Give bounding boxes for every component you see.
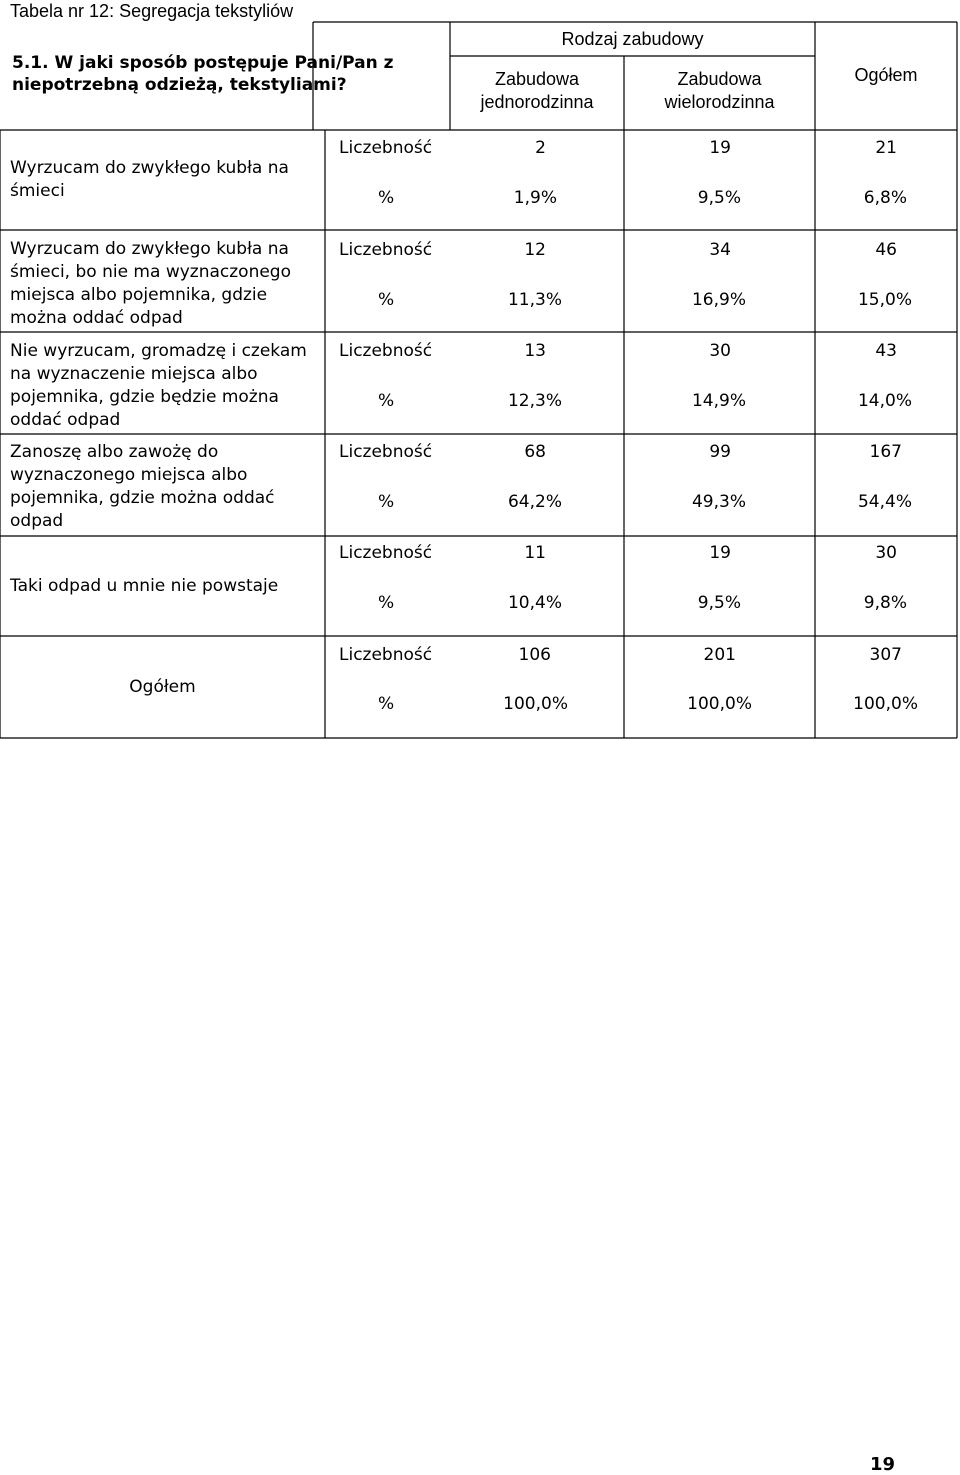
row-label: Wyrzucam do zwykłego kubła na śmieci (10, 158, 289, 201)
row-label: Wyrzucam do zwykłego kubła na śmieci, bo nie ma wyznaczonego miejsca albo pojemnika, gdzie można oddać odpad (10, 239, 291, 328)
cell-percent: 15,0% (857, 290, 912, 310)
measure-count: Liczebność (339, 543, 433, 563)
measure-percent: % (378, 593, 395, 613)
measure-percent: % (378, 188, 395, 208)
cell-count: 99 (709, 442, 731, 462)
cell-count: 106 (518, 645, 551, 665)
header-multi-family: Zabudowa wielorodzinna (664, 69, 775, 112)
measure-percent: % (378, 492, 395, 512)
cell-count: 11 (524, 543, 546, 563)
cell-percent: 49,3% (691, 492, 746, 512)
cell-percent: 64,2% (507, 492, 562, 512)
cell-count: 201 (703, 645, 736, 665)
cell-percent: 1,9% (513, 188, 557, 208)
cell-count: 13 (524, 341, 546, 361)
header-group: Rodzaj zabudowy (561, 29, 704, 49)
cell-percent: 9,5% (697, 593, 741, 613)
measure-percent: % (378, 694, 395, 714)
cell-count: 19 (709, 138, 731, 158)
cell-count: 19 (709, 543, 731, 563)
cell-percent: 14,9% (691, 391, 746, 411)
measure-percent: % (378, 290, 395, 310)
cell-count: 68 (524, 442, 546, 462)
table-caption: Tabela nr 12: Segregacja tekstyliów (10, 1, 294, 21)
measure-count: Liczebność (339, 240, 433, 260)
measure-count: Liczebność (339, 341, 433, 361)
cell-count: 21 (875, 138, 897, 158)
cell-count: 46 (875, 240, 897, 260)
header-single-family: Zabudowa jednorodzinna (480, 69, 594, 112)
measure-count: Liczebność (339, 645, 433, 665)
cell-percent: 100,0% (853, 694, 918, 714)
measure-count: Liczebność (339, 138, 433, 158)
cell-percent: 11,3% (507, 290, 562, 310)
cell-percent: 100,0% (687, 694, 752, 714)
cell-count: 30 (875, 543, 897, 563)
cell-count: 307 (869, 645, 902, 665)
cell-percent: 100,0% (503, 694, 568, 714)
total-row-label: Ogółem (129, 677, 196, 697)
cell-percent: 54,4% (857, 492, 912, 512)
cell-percent: 16,9% (691, 290, 746, 310)
cell-count: 12 (524, 240, 546, 260)
header-total: Ogółem (854, 65, 918, 85)
row-label: Zanoszę albo zawożę do wyznaczonego miejsca albo pojemnika, gdzie można oddać odpad (10, 442, 275, 531)
cell-percent: 12,3% (507, 391, 562, 411)
cell-count: 2 (535, 138, 546, 158)
cell-count: 167 (869, 442, 902, 462)
page-number: 19 (870, 1454, 896, 1475)
row-label: Nie wyrzucam, gromadzę i czekam na wyznaczenie miejsca albo pojemnika, gdzie będzie można oddać odpad (10, 341, 307, 430)
cell-percent: 9,5% (697, 188, 741, 208)
measure-percent: % (378, 391, 395, 411)
cell-percent: 9,8% (863, 593, 907, 613)
cell-percent: 14,0% (857, 391, 912, 411)
cell-percent: 10,4% (507, 593, 562, 613)
cell-percent: 6,8% (863, 188, 907, 208)
cell-count: 30 (709, 341, 731, 361)
row-label: Taki odpad u mnie nie powstaje (10, 576, 279, 596)
measure-count: Liczebność (339, 442, 433, 462)
question-title: 5.1. W jaki sposób postępuje Pani/Pan z niepotrzebną odzieżą, tekstyliami? (12, 53, 394, 95)
cell-count: 34 (709, 240, 731, 260)
cell-count: 43 (875, 341, 897, 361)
